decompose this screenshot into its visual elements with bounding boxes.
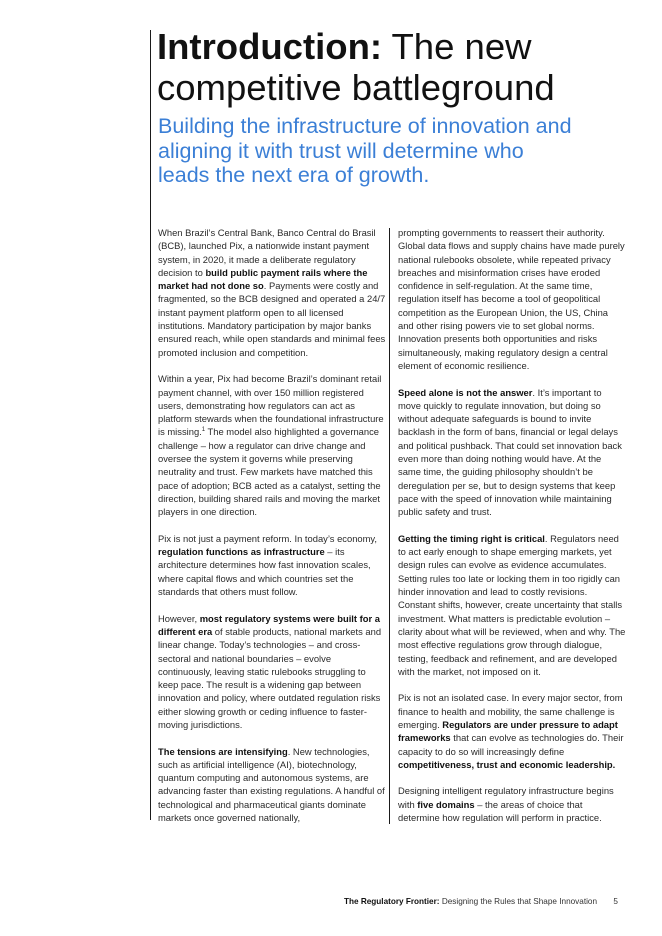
bold-phrase: competitiveness, trust and economic leadership. (398, 758, 616, 770)
page-footer (344, 897, 634, 906)
body-paragraph (398, 386, 626, 519)
page-title (157, 26, 637, 108)
left-text-column (158, 226, 386, 838)
footnote-ref: 1 (201, 427, 206, 434)
bold-phrase: The tensions are intensifying (158, 745, 288, 757)
page-title-bold: Introduction: (157, 26, 383, 67)
text-run: Pix is not just a payment reform. In today’s economy, (158, 532, 378, 544)
footer-report-subtitle: Designing the Rules that Shape Innovation (441, 897, 598, 906)
page-number: 5 (613, 897, 618, 906)
bold-phrase: build public payment rails where the market had not done so (158, 266, 368, 292)
body-paragraph (158, 612, 386, 732)
body-paragraph (398, 691, 626, 771)
text-run: Pix is not an isolated case. In every major sector, from finance to health and mobility, the same challenge is emerging. (398, 692, 623, 730)
text-run: prompting governments to reassert their authority. Global data flows and supply chains have made purely national rulebooks obsolete, while repeated privacy breaches and misinformation crises have eroded confidence in self-regulation. At the same time, regulation itself has become a tool of geopolitical competition as the European Union, the US, China and other rising powers vie to set global norms. Innovation presents both opportunities and risks simultaneously, making regulatory design a central element of economic resilience. (398, 227, 625, 371)
column-divider (389, 228, 390, 824)
text-run: When Brazil’s Central Bank, Banco Central do Brasil (BCB), launched Pix, a nationwide instant payment system, in 2020, it made a deliberate regulatory decision to (158, 227, 376, 278)
body-paragraph (398, 532, 626, 678)
footer-report-title: The Regulatory Frontier: (344, 897, 440, 906)
body-paragraph (398, 784, 626, 824)
bold-phrase: most regulatory systems were built for a different era (158, 612, 380, 637)
body-paragraph (158, 226, 386, 359)
title-vertical-rule (150, 30, 151, 820)
body-paragraph (398, 226, 626, 372)
text-run: – the areas of choice that determine how regulation will perform in practice. (398, 798, 602, 824)
body-paragraph (158, 745, 386, 825)
text-run: Within a year, Pix had become Brazil’s dominant retail payment channel, with over 150 million registered users, demonstrating how regulators can act as platform stewards when the foundational infrastructure is missing. (158, 373, 384, 438)
right-text-column (398, 226, 626, 838)
bold-phrase: five domains (417, 798, 475, 810)
text-run: . New technologies, such as artificial intelligence (AI), biotechnology, quantum computing and autonomous systems, are advancing faster than existing regulations. A handful of technological and pharmaceutical giants dominate markets once governed nationally, (158, 745, 385, 824)
text-run: Designing intelligent regulatory infrastructure begins with (398, 785, 614, 810)
bold-phrase: Regulators are under pressure to adapt frameworks (398, 718, 618, 744)
text-run: The model also highlighted a governance challenge – how a regulator can drive change and oversee the system it governs while preserving neutrality and trust. Few markets have matched this pace of adoption; BCB acted as a catalyst, setting the direction, building shared rails and moving the market players in one direction. (158, 426, 381, 518)
text-run: . It’s important to move quickly to regulate innovation, but doing so without adequate safeguards is bound to invite backlash in the form of bans, financial or legal delays and political pushback. That could set innovation back even more than doing nothing would have. At the same time, the guiding philosophy shouldn’t be deregulation per se, but to design systems that keep pace with the speed of innovation while maintaining public safety and trust. (398, 386, 622, 518)
text-run: . Payments were costly and fragmented, so the BCB designed and operated a 24/7 instant payment platform open to all licensed institutions. Mandatory participation by major banks ensured reach, while open standards and minimal fees promoted inclusion and competition. (158, 280, 386, 358)
page-title-rest: The new competitive battleground (157, 26, 555, 108)
text-run: – its architecture determines how fast innovation scales, where capital flows and which countries set the standards that others must follow. (158, 546, 371, 598)
bold-phrase: Speed alone is not the answer (398, 386, 533, 398)
page-subtitle: Building the infrastructure of innovation and aligning it with trust will determine who leads the next era of growth. (158, 114, 572, 187)
body-paragraph (158, 532, 386, 598)
text-run: that can evolve as technologies do. Their capacity to do so will increasingly define (398, 732, 624, 757)
text-run: of stable products, national markets and linear change. Today’s technologies – and cross-sectoral and national boundaries – evolve continuously, leaving static rulebooks struggling to keep pace. The result is a widening gap between innovation and policy, where outdated regulation risks either slowing growth or ceding influence to faster-moving jurisdictions. (158, 625, 382, 730)
text-run: . Regulators need to act early enough to shape emerging markets, yet design rules can evolve as evidence accumulates. Setting rules too late or locking them in too rigidly can hinder innovation and lead to costly revisions. Constant shifts, however, create uncertainty that stalls investment. What matters is predictable evolution – clarity about what will be reviewed, when and why. The most effective regulations grow through dialogue, testing, feedback and refinement, and are developed with the market, not imposed on it. (398, 532, 626, 677)
body-paragraph (158, 372, 386, 518)
bold-phrase: Getting the timing right is critical (398, 532, 545, 544)
text-run: However, (158, 612, 200, 624)
bold-phrase: regulation functions as infrastructure (158, 546, 325, 558)
